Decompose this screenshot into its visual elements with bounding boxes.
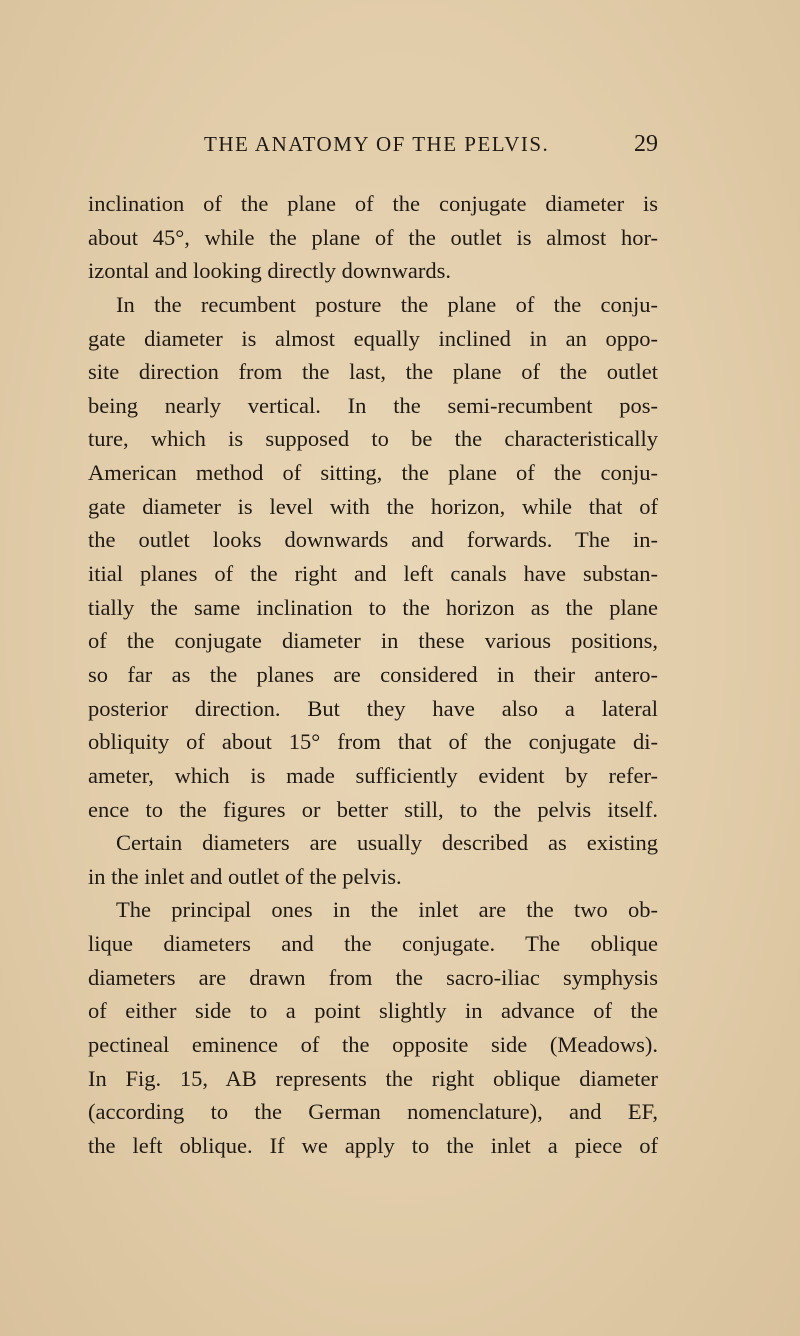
text-line: about 45°, while the plane of the outlet is almost hor- bbox=[88, 224, 658, 250]
text-line: the outlet looks downwards and forwards. The in- bbox=[88, 527, 658, 553]
running-head bbox=[88, 128, 658, 160]
text-line: gate diameter is level with the horizon, while that of bbox=[88, 493, 658, 519]
text-line: ence to the figures or better still, to the pelvis itself. bbox=[88, 796, 658, 822]
text-line: diameters are drawn from the sacro-iliac symphysis bbox=[88, 964, 658, 990]
text-line: lique diameters and the conjugate. The oblique bbox=[88, 931, 658, 957]
text-line: of either side to a point slightly in advance of the bbox=[88, 998, 658, 1024]
text-line: Certain diameters are usually described as existing bbox=[116, 830, 658, 856]
text-line: izontal and looking directly downwards. bbox=[88, 258, 452, 284]
text-line: obliquity of about 15° from that of the conjugate di- bbox=[88, 729, 658, 755]
text-line: In the recumbent posture the plane of the conju- bbox=[116, 291, 658, 317]
text-line: so far as the planes are considered in their antero- bbox=[88, 661, 658, 687]
text-line: site direction from the last, the plane of the outlet bbox=[88, 359, 658, 385]
text-line: ture, which is supposed to be the characteristically bbox=[88, 426, 658, 452]
text-line: ameter, which is made sufficiently evident by refer- bbox=[88, 762, 658, 788]
text-line: of the conjugate diameter in these various positions, bbox=[88, 628, 658, 654]
text-line: The principal ones in the inlet are the two ob- bbox=[116, 897, 658, 923]
text-line: tially the same inclination to the horizon as the plane bbox=[88, 594, 658, 620]
text-line: gate diameter is almost equally inclined in an oppo- bbox=[88, 325, 658, 351]
text-line: in the inlet and outlet of the pelvis. bbox=[88, 863, 402, 889]
text-line: American method of sitting, the plane of the conju- bbox=[88, 460, 658, 486]
text-line: itial planes of the right and left canals have substan- bbox=[88, 561, 658, 587]
text-line: pectineal eminence of the opposite side (Meadows). bbox=[88, 1032, 658, 1058]
text-line: In Fig. 15, AB represents the right oblique diameter bbox=[88, 1065, 658, 1091]
text-line: being nearly vertical. In the semi-recumbent pos- bbox=[88, 392, 658, 418]
text-line: the left oblique. If we apply to the inlet a piece of bbox=[88, 1132, 658, 1158]
text-line: inclination of the plane of the conjugate diameter is bbox=[88, 191, 658, 216]
body-text bbox=[88, 187, 658, 1163]
running-title: THE ANATOMY OF THE PELVIS. bbox=[204, 132, 550, 156]
text-line: (according to the German nomenclature), and EF, bbox=[88, 1099, 658, 1125]
text-line: posterior direction. But they have also a lateral bbox=[88, 695, 658, 721]
page-number: 29 bbox=[634, 131, 658, 157]
